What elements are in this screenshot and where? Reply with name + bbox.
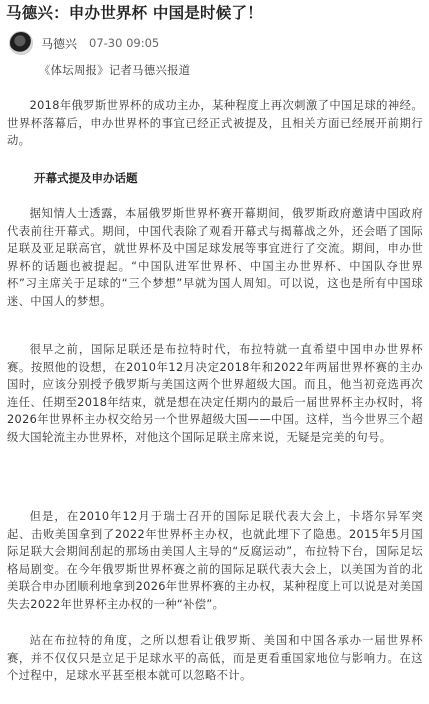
publish-date: 07-30 09:05 <box>89 36 160 50</box>
author-meta <box>9 30 159 56</box>
section-heading: 开幕式提及申办话题 <box>34 171 138 185</box>
article-title: 马德兴：申办世界杯 中国是时候了！ <box>6 4 263 22</box>
paragraph-5: 站在布拉特的角度，之所以想看让俄罗斯、美国和中国各承办一届世界杯赛，并不仅仅只是立足于足球水平的高低，而是更看重国家地位与影响力。在这个过程中，足球水平甚至根本就可以忽略不计。 <box>7 634 423 682</box>
paragraph-2: 据知情人士透露，本届俄罗斯世界杯赛开幕期间，俄罗斯政府邀请中国政府代表前往开幕式。期间，中国代表除了观看开幕式与揭幕战之外，还会晤了国际足联及亚足联高官，就世界杯及中国足球发展等事宜进行了交流。期间，申办世界杯的话题也被提起。“中国队进军世界杯、中国主办世界杯、中国队夺世界杯”习主席关于足球的“三个梦想”早就为国人周知。可以说，这也是所有中国球迷、中国人的梦想。 <box>7 207 423 308</box>
avatar[interactable] <box>9 31 33 55</box>
source-line: 《体坛周报》记者马德兴报道 <box>39 64 191 77</box>
paragraph-4: 但是，在2010年12月于瑞士召开的国际足联代表大会上，卡塔尔异军突起、击败美国拿到了2022年世界杯主办权，也就此埋下了隐患。2015年5月国际足联大会期间刮起的那场由美国人主导的“反腐运动”，布拉特下台，国际足坛格局剧变。在今年俄罗斯世界杯赛之前的国际足联代表大会上，以美国为首的北美联合申办团顺利地拿到2026年世界杯赛的主办权，某种程度上可以说是对美国失去2022年世界杯主办权的一种“补偿”。 <box>7 510 423 611</box>
paragraph-1: 2018年俄罗斯世界杯的成功主办，某种程度上再次刺激了中国足球的神经。世界杯落幕后，申办世界杯的事宜已经正式被提及，且相关方面已经展开前期行动。 <box>7 99 423 147</box>
author-name[interactable]: 马德兴 <box>41 36 78 51</box>
paragraph-3: 很早之前，国际足联还是布拉特时代，布拉特就一直希望中国申办世界杯赛。按照他的设想，在2010年12月决定2018年和2022年两届世界杯赛的主办国时，应该分别授予俄罗斯与美国这两个世界超级大国。而且，他当初竞选再次连任、任期至2018年结束，就是想在决定任期内的最后一届世界杯主办权时，将2026年世界杯主办权交给另一个世界超级大国——中国。这样，当今世界三个超级大国轮流主办世界杯，对他这个国际足联主席来说，无疑是完美的句号。 <box>7 343 423 444</box>
